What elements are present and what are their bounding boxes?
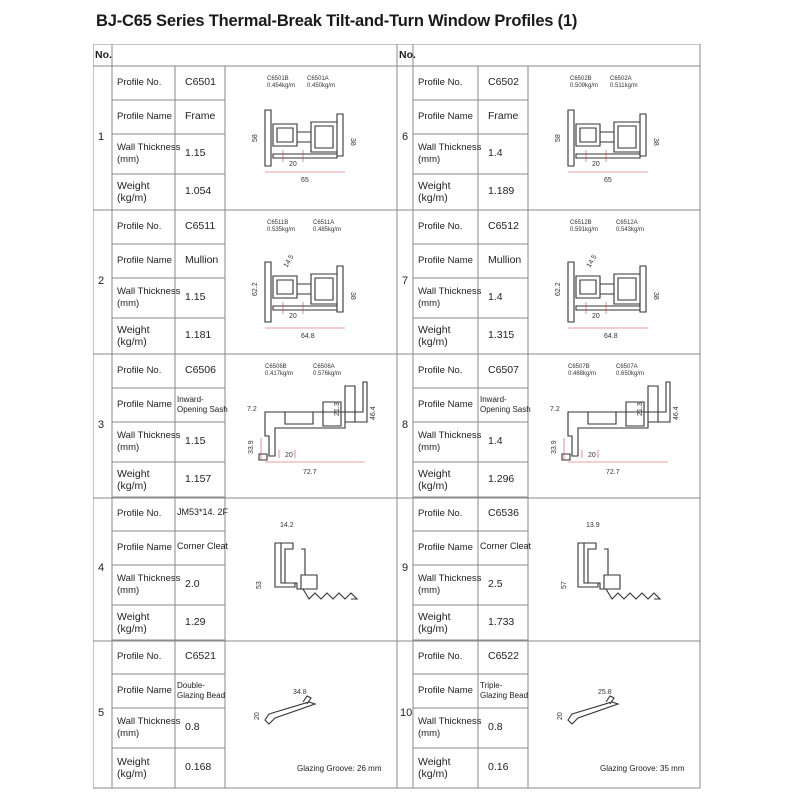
- weight-value: 1.315: [488, 329, 515, 341]
- row-number: 5: [98, 707, 105, 719]
- weight-label: Weight (kg/m): [117, 756, 150, 780]
- profile-code: C6506B: [265, 364, 287, 370]
- wall-thickness-value: 1.4: [488, 147, 503, 159]
- profile-no-value: C6511: [185, 220, 216, 232]
- dimension-label: 62.2: [555, 282, 562, 296]
- dimension-label: 20: [592, 161, 600, 168]
- glazing-groove-note: Glazing Groove: 26 mm: [297, 764, 382, 773]
- profile-name-value: Frame: [185, 110, 216, 122]
- profile-name-value: Inward- Opening Sash: [177, 395, 228, 414]
- profile-drawing: [225, 497, 397, 641]
- dimension-label: 62.2: [252, 282, 259, 296]
- profile-outline: [259, 382, 367, 460]
- wall-thickness-value: 1.4: [488, 291, 503, 303]
- profile-outline: [265, 696, 315, 724]
- profile-no-value: C6522: [488, 650, 519, 662]
- weight-value: 0.16: [488, 761, 509, 773]
- profile-outline: [265, 262, 343, 322]
- profile-outline: [265, 110, 343, 166]
- dimension-label: 72.7: [303, 469, 317, 476]
- glazing-groove-note: Glazing Groove: 35 mm: [600, 764, 685, 773]
- weight-value: 1.054: [185, 185, 212, 197]
- dimension-label: 13.9: [586, 522, 600, 529]
- dimension-label: 20: [289, 313, 297, 320]
- dimension-label: 46.4: [673, 406, 680, 420]
- dimension-label: 57: [561, 581, 568, 589]
- profile-drawing: [528, 354, 700, 498]
- profile-drawing: [528, 66, 700, 210]
- profile-no-label: Profile No.: [418, 651, 463, 662]
- profile-code: C6512A: [616, 220, 638, 226]
- wall-thickness-value: 0.8: [185, 721, 200, 733]
- dimension-label: 64.8: [301, 333, 315, 340]
- profile-no-value: C6521: [185, 650, 216, 662]
- profile-code: 0.576kg/m: [313, 371, 342, 377]
- profile-no-label: Profile No.: [117, 77, 162, 88]
- dimension-label: 33.9: [551, 440, 558, 454]
- wall-thickness-label: Wall Thickness (mm): [117, 573, 181, 596]
- profile-code: 0.511kg/m: [610, 83, 638, 89]
- profile-name-label: Profile Name: [117, 685, 172, 696]
- dimension-label: 14.5: [282, 253, 296, 269]
- dimension-label: 38: [652, 292, 659, 300]
- dimension-label: 21.3: [334, 402, 341, 416]
- profile-no-value: C6507: [488, 364, 519, 376]
- profile-outline: [275, 543, 357, 599]
- profile-code: C6512B: [570, 220, 592, 226]
- wall-thickness-label: Wall Thickness (mm): [418, 142, 482, 165]
- profile-outline: [568, 696, 618, 724]
- profile-name-value: Corner Cleat: [480, 541, 532, 551]
- profile-name-value: Triple- Glazing Bead: [480, 681, 529, 700]
- wall-thickness-value: 1.15: [185, 147, 206, 159]
- profile-no-value: C6536: [488, 507, 519, 519]
- dimension-label: 58: [555, 134, 562, 142]
- row-number: 2: [98, 275, 105, 287]
- wall-thickness-label: Wall Thickness (mm): [418, 716, 482, 739]
- profile-no-value: C6506: [185, 364, 216, 376]
- wall-thickness-value: 0.8: [488, 721, 503, 733]
- profile-name-value: Corner Cleat: [177, 541, 229, 551]
- profile-drawing: [225, 354, 397, 498]
- dimension-label: 38: [652, 138, 659, 146]
- profile-code: 0.468kg/m: [568, 371, 597, 377]
- dimension-label: 20: [588, 452, 596, 459]
- dimension-line: [568, 150, 648, 172]
- weight-label: Weight (kg/m): [117, 180, 150, 204]
- profile-code: 0.509kg/m: [570, 83, 599, 89]
- row-number: 10: [400, 707, 413, 719]
- profile-no-label: Profile No.: [418, 221, 463, 232]
- dimension-line: [261, 438, 365, 462]
- dimension-label: 46.4: [370, 406, 377, 420]
- weight-label: Weight (kg/m): [117, 468, 150, 492]
- profile-code: C6506A: [313, 364, 335, 370]
- dimension-label: 14.5: [585, 253, 599, 269]
- profile-no-value: C6512: [488, 220, 519, 232]
- profile-no-label: Profile No.: [117, 651, 162, 662]
- dimension-label: 65: [301, 177, 309, 184]
- wall-thickness-label: Wall Thickness (mm): [418, 286, 482, 309]
- profile-name-label: Profile Name: [117, 399, 172, 410]
- profile-name-value: Inward- Opening Sash: [480, 395, 531, 414]
- wall-thickness-label: Wall Thickness (mm): [117, 142, 181, 165]
- dimension-label: 20: [285, 452, 293, 459]
- profile-code: C6511B: [267, 220, 289, 226]
- profile-name-label: Profile Name: [418, 111, 473, 122]
- profile-no-label: Profile No.: [117, 365, 162, 376]
- profile-code: 0.417kg/m: [265, 371, 294, 377]
- weight-label: Weight (kg/m): [418, 611, 451, 635]
- dimension-line: [265, 150, 345, 172]
- profile-code: C6507A: [616, 364, 638, 370]
- wall-thickness-value: 1.15: [185, 435, 206, 447]
- dimension-label: 72.7: [606, 469, 620, 476]
- wall-thickness-label: Wall Thickness (mm): [418, 430, 482, 453]
- weight-value: 1.157: [185, 473, 212, 485]
- dimension-line: [564, 438, 668, 462]
- profile-name-label: Profile Name: [418, 255, 473, 266]
- profile-code: C6501A: [307, 76, 329, 82]
- profile-drawing: [528, 497, 700, 641]
- row-number: 4: [98, 562, 105, 574]
- dimension-label: 20: [557, 712, 564, 720]
- profile-code: C6502A: [610, 76, 632, 82]
- profile-code: 0.591kg/m: [570, 227, 599, 233]
- weight-label: Weight (kg/m): [117, 324, 150, 348]
- wall-thickness-label: Wall Thickness (mm): [117, 430, 181, 453]
- row-number: 9: [402, 562, 409, 574]
- profile-no-label: Profile No.: [418, 77, 463, 88]
- profile-outline: [568, 262, 646, 322]
- profile-code: C6511A: [313, 220, 335, 226]
- dimension-label: 20: [289, 161, 297, 168]
- profile-code: 0.650kg/m: [616, 371, 645, 377]
- row-number: 8: [402, 419, 409, 431]
- dimension-label: 38: [349, 138, 356, 146]
- profile-name-value: Frame: [488, 110, 519, 122]
- profile-name-value: Double- Glazing Bead: [177, 681, 226, 700]
- profile-code: C6502B: [570, 76, 592, 82]
- profile-drawing: [225, 210, 397, 354]
- weight-value: 1.181: [185, 329, 212, 341]
- profile-no-value: C6501: [185, 76, 216, 88]
- profile-drawing: [528, 210, 700, 354]
- wall-thickness-value: 2.0: [185, 578, 200, 590]
- wall-thickness-label: Wall Thickness (mm): [117, 716, 181, 739]
- dimension-label: 34.8: [293, 689, 307, 696]
- profile-name-label: Profile Name: [117, 542, 172, 553]
- weight-value: 1.296: [488, 473, 515, 485]
- wall-thickness-value: 1.4: [488, 435, 503, 447]
- profile-name-value: Mullion: [185, 254, 219, 266]
- dimension-label: 38: [349, 292, 356, 300]
- profile-code: 0.454kg/m: [267, 83, 296, 89]
- profile-no-value: JM53*14. 2F: [177, 507, 229, 517]
- profile-name-label: Profile Name: [418, 542, 473, 553]
- profile-outline: [578, 543, 660, 599]
- profile-no-label: Profile No.: [117, 221, 162, 232]
- weight-label: Weight (kg/m): [418, 468, 451, 492]
- dimension-label: 14.2: [280, 522, 294, 529]
- profile-name-value: Mullion: [488, 254, 522, 266]
- profile-no-label: Profile No.: [418, 508, 463, 519]
- dimension-label: 33.9: [248, 440, 255, 454]
- no-header: No.: [399, 49, 416, 61]
- profile-code: 0.485kg/m: [313, 227, 342, 233]
- profile-code: C6501B: [267, 76, 289, 82]
- weight-label: Weight (kg/m): [418, 180, 451, 204]
- dimension-label: 21.3: [637, 402, 644, 416]
- profile-name-label: Profile Name: [418, 685, 473, 696]
- profile-code: 0.543kg/m: [616, 227, 645, 233]
- row-number: 7: [402, 275, 409, 287]
- profile-outline: [562, 382, 670, 460]
- profile-no-label: Profile No.: [117, 508, 162, 519]
- dimension-label: 25.8: [598, 689, 612, 696]
- row-number: 1: [98, 131, 105, 143]
- row-number: 6: [402, 131, 409, 143]
- weight-value: 1.733: [488, 616, 515, 628]
- profile-outline: [568, 110, 646, 166]
- dimension-label: 7.2: [550, 406, 560, 413]
- dimension-label: 20: [254, 712, 261, 720]
- dimension-label: 58: [252, 134, 259, 142]
- dimension-label: 65: [604, 177, 612, 184]
- wall-thickness-label: Wall Thickness (mm): [418, 573, 482, 596]
- profile-no-label: Profile No.: [418, 365, 463, 376]
- weight-label: Weight (kg/m): [418, 756, 451, 780]
- no-header: No.: [95, 49, 112, 61]
- page-title: BJ-C65 Series Thermal-Break Tilt-and-Turn Window Profiles (1): [96, 12, 578, 30]
- dimension-label: 20: [592, 313, 600, 320]
- wall-thickness-label: Wall Thickness (mm): [117, 286, 181, 309]
- weight-value: 1.29: [185, 616, 206, 628]
- dimension-label: 64.8: [604, 333, 618, 340]
- row-number: 3: [98, 419, 105, 431]
- wall-thickness-value: 1.15: [185, 291, 206, 303]
- weight-label: Weight (kg/m): [418, 324, 451, 348]
- weight-label: Weight (kg/m): [117, 611, 150, 635]
- weight-value: 0.168: [185, 761, 212, 773]
- wall-thickness-value: 2.5: [488, 578, 503, 590]
- profile-code: C6507B: [568, 364, 590, 370]
- profile-code: 0.535kg/m: [267, 227, 296, 233]
- dimension-label: 7.2: [247, 406, 257, 413]
- dimension-label: 53: [256, 581, 263, 589]
- profile-name-label: Profile Name: [418, 399, 473, 410]
- profile-code: 0.450kg/m: [307, 83, 336, 89]
- profile-name-label: Profile Name: [117, 255, 172, 266]
- profile-no-value: C6502: [488, 76, 519, 88]
- profile-name-label: Profile Name: [117, 111, 172, 122]
- weight-value: 1.189: [488, 185, 515, 197]
- profile-drawing: [225, 66, 397, 210]
